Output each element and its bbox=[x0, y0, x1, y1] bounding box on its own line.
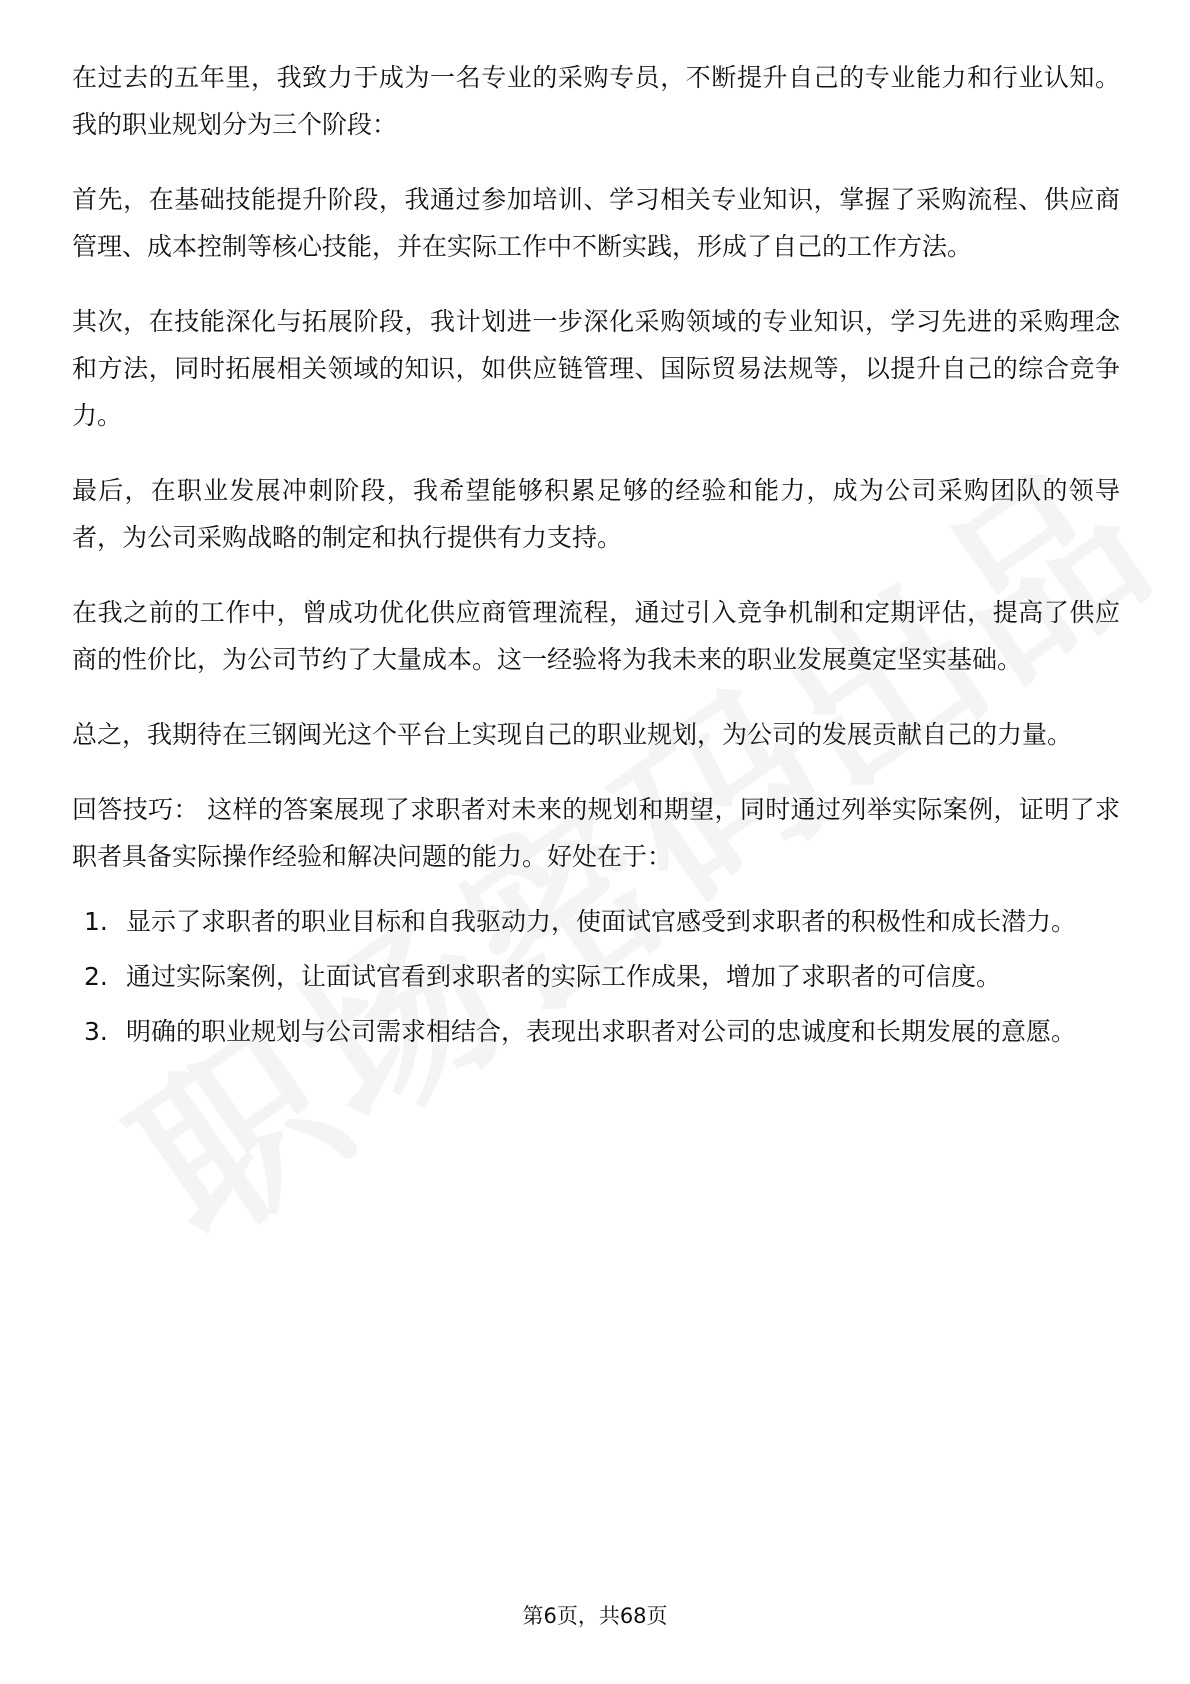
list-item bbox=[72, 898, 1120, 945]
list-item-number: 3. bbox=[84, 1017, 108, 1046]
document-body bbox=[72, 54, 1120, 1063]
paragraph-answer-tips: 回答技巧： 这样的答案展现了求职者对未来的规划和期望，同时通过列举实际案例，证明了求职者具备实际操作经验和解决问题的能力。好处在于： bbox=[72, 795, 1120, 871]
list-item-text: 明确的职业规划与公司需求相结合，表现出求职者对公司的忠诚度和长期发展的意愿。 bbox=[126, 1017, 1077, 1046]
paragraph-experience: 在我之前的工作中，曾成功优化供应商管理流程，通过引入竞争机制和定期评估，提高了供应商的性价比，为公司节约了大量成本。这一经验将为我未来的职业发展奠定坚实基础。 bbox=[72, 598, 1120, 674]
paragraph-stage-one: 首先，在基础技能提升阶段，我通过参加培训、学习相关专业知识，掌握了采购流程、供应商管理、成本控制等核心技能，并在实际工作中不断实践，形成了自己的工作方法。 bbox=[72, 185, 1120, 261]
list-item bbox=[72, 1008, 1120, 1055]
page-number: 第6页，共68页 bbox=[522, 1604, 668, 1628]
list-item-text: 通过实际案例，让面试官看到求职者的实际工作成果，增加了求职者的可信度。 bbox=[126, 962, 1002, 991]
tips-list bbox=[72, 898, 1120, 1055]
paragraph-summary: 总之，我期待在三钢闽光这个平台上实现自己的职业规划，为公司的发展贡献自己的力量。 bbox=[72, 720, 1073, 749]
list-item-text: 显示了求职者的职业目标和自我驱动力，使面试官感受到求职者的积极性和成长潜力。 bbox=[126, 907, 1077, 936]
list-item bbox=[72, 953, 1120, 1000]
list-item-number: 1. bbox=[84, 907, 108, 936]
list-item-number: 2. bbox=[84, 962, 108, 991]
paragraph-stage-three: 最后，在职业发展冲刺阶段，我希望能够积累足够的经验和能力，成为公司采购团队的领导者，为公司采购战略的制定和执行提供有力支持。 bbox=[72, 476, 1120, 552]
paragraph-intro: 在过去的五年里，我致力于成为一名专业的采购专员，不断提升自己的专业能力和行业认知。我的职业规划分为三个阶段： bbox=[72, 63, 1120, 139]
paragraph-stage-two: 其次，在技能深化与拓展阶段，我计划进一步深化采购领域的专业知识，学习先进的采购理念和方法，同时拓展相关领域的知识，如供应链管理、国际贸易法规等，以提升自己的综合竞争力。 bbox=[72, 307, 1120, 430]
